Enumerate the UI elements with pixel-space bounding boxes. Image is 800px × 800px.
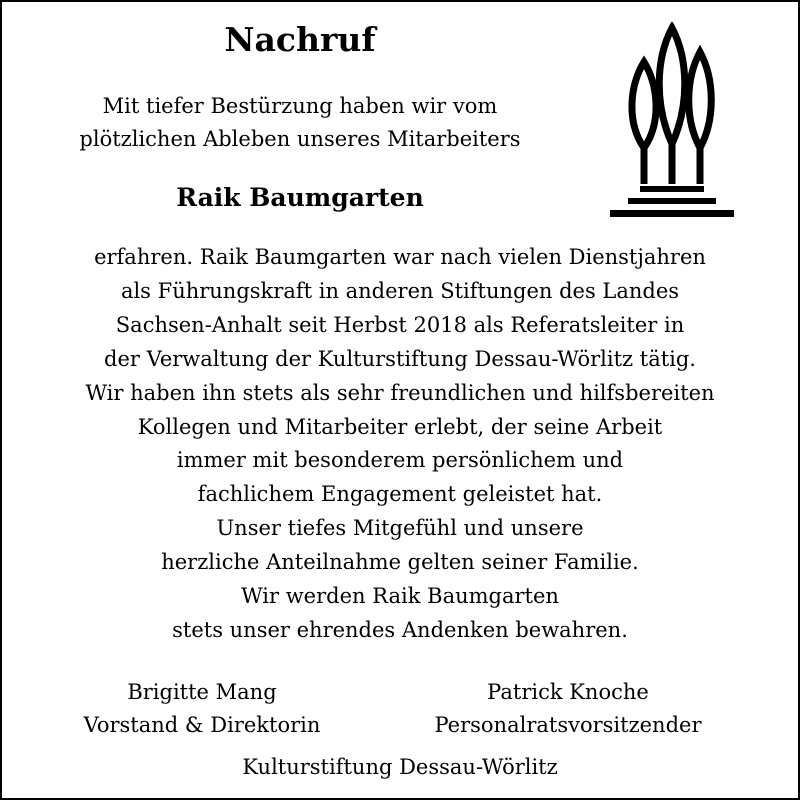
organization-name: Kulturstiftung Dessau-Wörlitz <box>242 755 558 779</box>
signatory-name: Patrick Knoche <box>487 680 649 704</box>
body-line: der Verwaltung der Kulturstiftung Dessau-Wörlitz tätig. <box>104 346 696 371</box>
body-line: Wir haben ihn stets als sehr freundlichen und hilfsbereiten <box>85 380 715 405</box>
body-line: fachlichem Engagement geleistet hat. <box>197 482 603 507</box>
three-cypress-trees-on-steps-icon <box>604 22 740 222</box>
signatory-role: Personalratsvorsitzender <box>434 713 702 737</box>
body-line: immer mit besonderem persönlichem und <box>176 448 624 473</box>
signatory-name: Brigitte Mang <box>127 680 277 704</box>
body-line: Sachsen-Anhalt seit Herbst 2018 als Referatsleiter in <box>115 312 685 337</box>
signatory-left <box>42 676 362 742</box>
body-line: Kollegen und Mitarbeiter erlebt, der seine Arbeit <box>137 414 663 439</box>
body-line: Wir werden Raik Baumgarten <box>241 584 559 609</box>
body-line: herzliche Anteilnahme gelten seiner Familie. <box>161 550 639 575</box>
body-line: stets unser ehrendes Andenken bewahren. <box>172 617 628 642</box>
signatory-role: Vorstand & Direktorin <box>83 713 321 737</box>
intro-text <box>30 90 570 156</box>
deceased-name: Raik Baumgarten <box>176 183 424 212</box>
notice-body <box>20 241 780 648</box>
body-line: erfahren. Raik Baumgarten war nach vielen Dienstjahren <box>94 245 706 269</box>
body-line: Unser tiefes Mitgefühl und unsere <box>216 516 584 541</box>
intro-line: Mit tiefer Bestürzung haben wir vom <box>102 94 498 118</box>
signatory-right <box>408 676 728 742</box>
intro-line: plötzlichen Ableben unseres Mitarbeiters <box>79 127 521 151</box>
notice-title: Nachruf <box>224 20 376 59</box>
body-line: als Führungskraft in anderen Stiftungen des Landes <box>120 278 680 303</box>
